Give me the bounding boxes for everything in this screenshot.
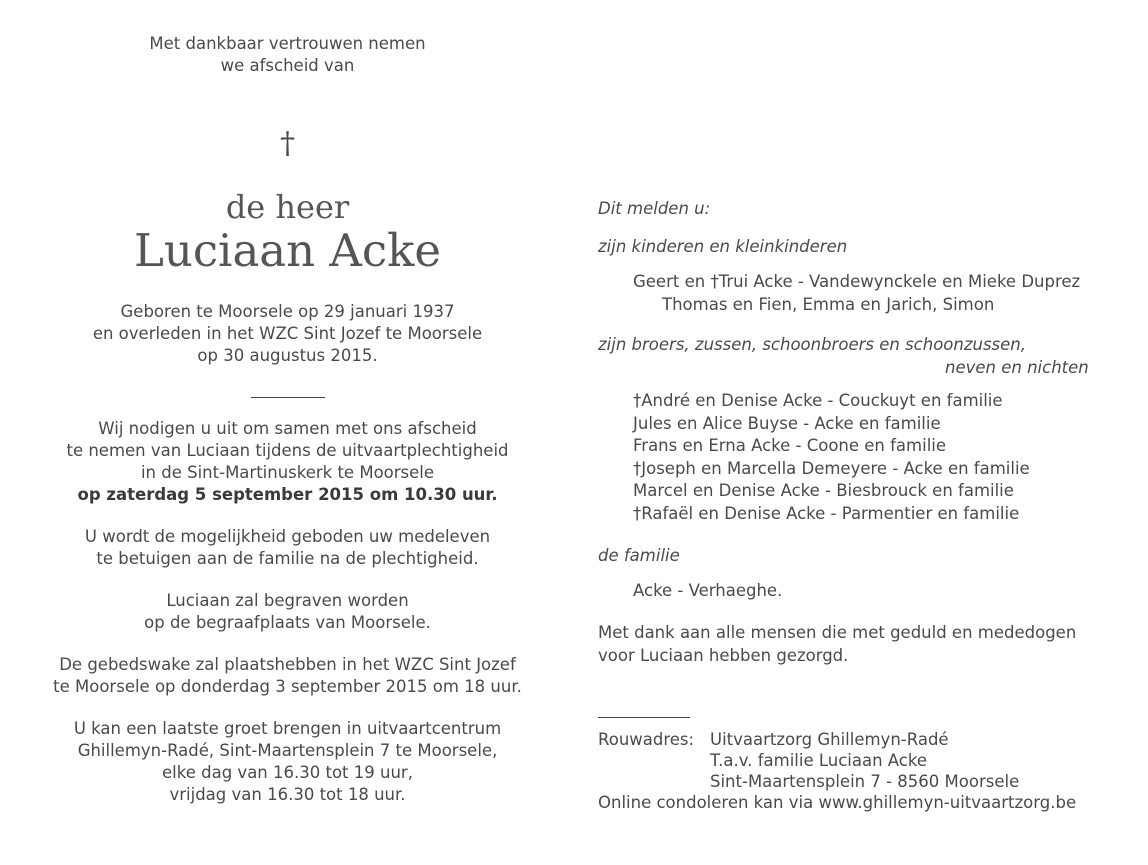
address-label: Rouwadres:: [598, 730, 695, 749]
deceased-name: Luciaan Acke: [133, 224, 441, 277]
birth-death-text: Geboren te Moorsele op 29 januari 1937 en overleden in het WZC Sint Jozef te Moorsele op 30 augustus 2015.: [92, 302, 483, 365]
divider: [251, 397, 325, 398]
left-column: [20, 33, 555, 806]
cross-icon: †: [280, 126, 295, 161]
vigil-text: De gebedswake zal plaatshebben in het WZC Sint Jozef te Moorsele op donderdag 3 september 2015 om 18 uur.: [53, 655, 522, 696]
intro-text: Met dankbaar vertrouwen nemen we afscheid van: [149, 34, 426, 75]
address-line: Sint-Maartensplein 7 - 8560 Moorsele: [710, 772, 1020, 791]
list-item: †Joseph en Marcella Demeyere - Acke en familie: [633, 458, 1030, 478]
right-column: [598, 198, 1143, 813]
list-item: Marcel en Denise Acke - Biesbrouck en familie: [633, 481, 1014, 500]
online-condolence-text: Online condoleren kan via www.ghillemyn-uitvaartzorg.be: [598, 793, 1077, 812]
siblings-list: [598, 390, 1143, 525]
honorific: de heer: [225, 188, 350, 226]
ceremony-date: op zaterdag 5 september 2015 om 10.30 uur.: [77, 485, 498, 504]
address-block: [598, 729, 1143, 813]
siblings-heading: zijn broers, zussen, schoonbroers en schoonzussen,: [598, 335, 1027, 354]
burial-text: Luciaan zal begraven worden op de begraafplaats van Moorsele.: [144, 591, 431, 632]
list-item: Jules en Alice Buyse - Acke en familie: [633, 413, 941, 433]
family-line: Acke - Verhaeghe.: [633, 580, 783, 600]
address-line: Uitvaartzorg Ghillemyn-Radé: [710, 730, 949, 749]
family-heading: de familie: [598, 546, 680, 565]
list-item: †André en Denise Acke - Couckuyt en familie: [633, 391, 1003, 410]
list-item: Frans en Erna Acke - Coone en familie: [633, 436, 947, 455]
thanks-text: Met dank aan alle mensen die met geduld en mededogen voor Luciaan hebben gezorgd.: [598, 623, 1077, 665]
siblings-heading-cont: neven en nichten: [945, 357, 1089, 377]
divider: [598, 717, 690, 718]
children-line: Geert en †Trui Acke - Vandewynckele en Mieke Duprez: [633, 272, 1081, 291]
list-item: †Rafaël en Denise Acke - Parmentier en familie: [633, 503, 1020, 523]
invitation-text: Wij nodigen u uit om samen met ons afscheid te nemen van Luciaan tijdens de uitvaartplechtigheid in de Sint-Martinuskerk te Moorsele op zaterdag 5 september 2015 om 10.30 uur.: [20, 418, 555, 506]
visit-text: U kan een laatste groet brengen in uitvaartcentrum Ghillemyn-Radé, Sint-Maartensplein 7 te Moorsele, elke dag van 16.30 tot 19 uur, vrijdag van 16.30 tot 18 uur.: [73, 719, 502, 804]
grandchildren-line: Thomas en Fien, Emma en Jarich, Simon: [662, 294, 995, 314]
sympathy-text: U wordt de mogelijkheid geboden uw medeleven te betuigen aan de familie na de plechtigheid.: [84, 527, 491, 568]
children-heading: zijn kinderen en kleinkinderen: [598, 236, 848, 256]
address-line: T.a.v. familie Luciaan Acke: [710, 751, 927, 770]
announcement-heading: Dit melden u:: [598, 199, 711, 218]
